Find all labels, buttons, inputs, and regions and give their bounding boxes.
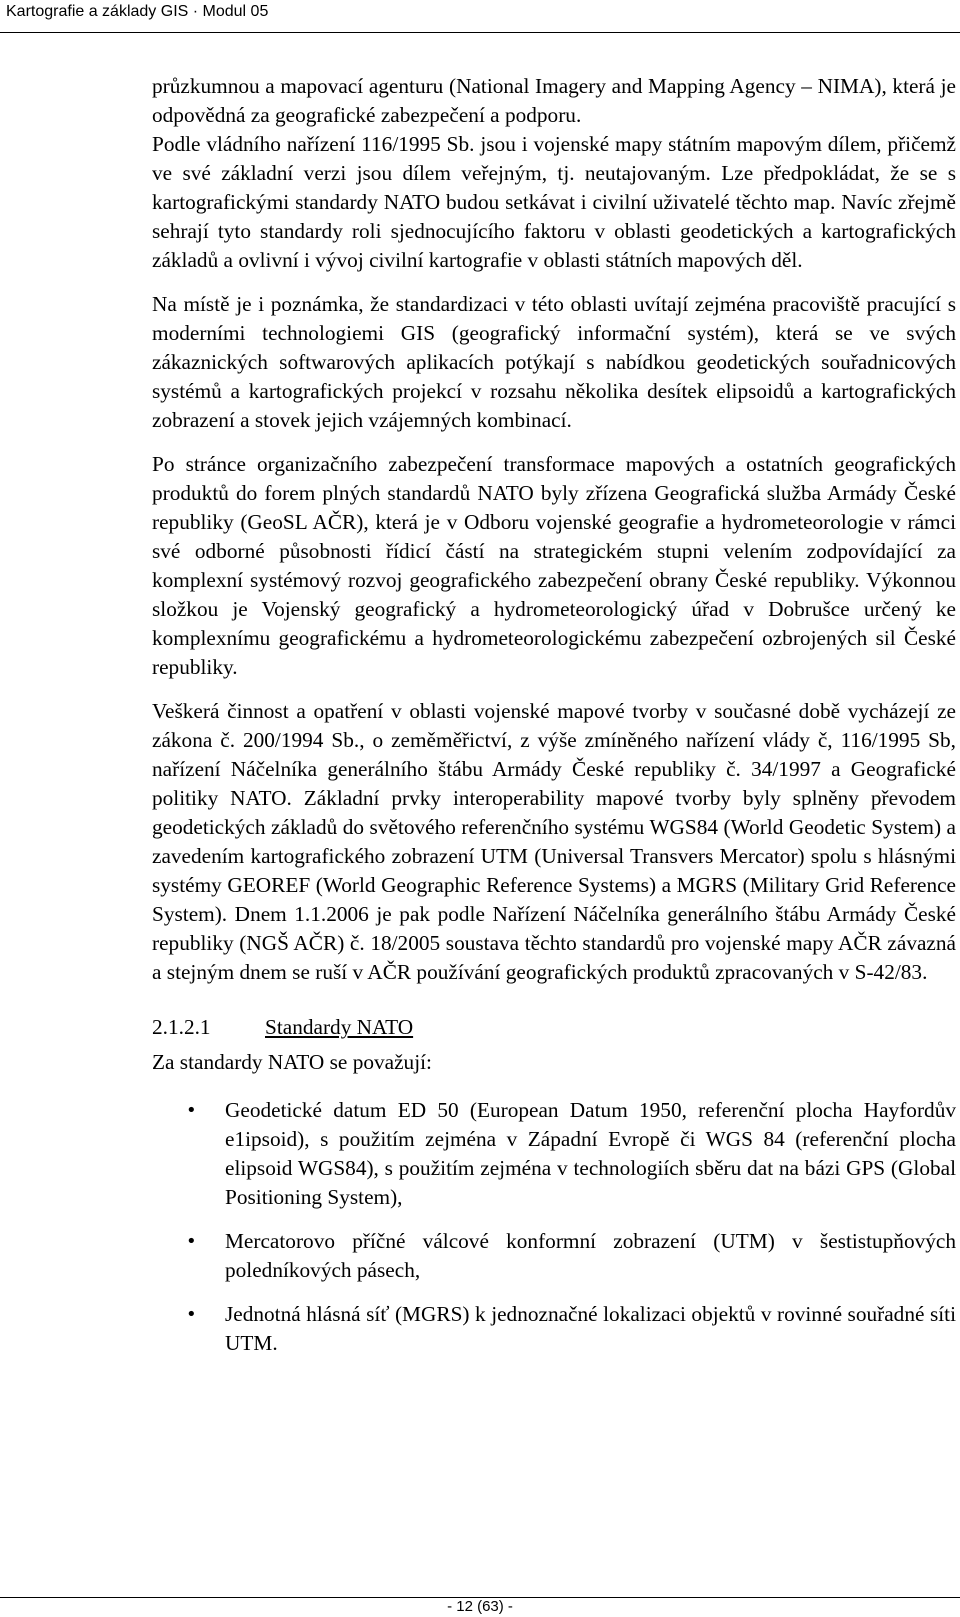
page-header bbox=[0, 0, 960, 33]
paragraph-4: Po stránce organizačního zabezpečení transformace mapových a ostatních geografických produktů do forem plných standardů NATO byly zřízena Geografická služba Armády České republiky (GeoSL AČR), která je v Odboru vojenské geografie a hydrometeorologie v rámci své odborné působnosti řídicí částí na strategickém stupni velením zodpovídající za komplexní systémový rozvoj geografického zabezpečení obrany České republiky. Výkonnou složkou je Vojenský geografický a hydrometeorologický úřad v Dobrušce určený ke komplexnímu geografickému a hydrometeorologickému zabezpečení ozbrojených sil České republiky. bbox=[152, 452, 956, 679]
section-title: Standardy NATO bbox=[265, 1015, 414, 1039]
page-number: - 12 (63) - bbox=[447, 1598, 513, 1615]
list-item bbox=[152, 1300, 956, 1358]
section-intro: Za standardy NATO se považují: bbox=[152, 1050, 432, 1074]
bullet-icon: • bbox=[186, 1304, 197, 1325]
bullet-icon: • bbox=[186, 1100, 197, 1121]
section-heading bbox=[152, 1013, 956, 1042]
list-item bbox=[152, 1096, 956, 1212]
list-item-text: Geodetické datum ED 50 (European Datum 1950, referenční plocha Hayfordův e1ipsoid), s použitím zejména v Západní Evropě či WGS 84 (referenční plocha elipsoid WGS84), s použitím zejména v technologiích sběru dat na bázi GPS (Global Positioning System), bbox=[225, 1098, 956, 1209]
paragraph-2: Podle vládního nařízení 116/1995 Sb. jsou i vojenské mapy státním mapovým dílem, přičemž ve své základní verzi jsou dílem veřejným, tj. neutajovaným. Lze předpokládat, že se s kartografickými standardy NATO budou setkávat i civilní uživatelé těchto map. Navíc zřejmě sehrají tyto standardy roli sjednocujícího faktoru v oblasti geodetických a kartografických základů a ovlivní i vývoj civilní kartografie v oblasti státních mapových děl. bbox=[152, 132, 956, 272]
bullet-list bbox=[152, 1096, 956, 1358]
bullet-icon: • bbox=[186, 1231, 197, 1252]
section-number: 2.1.2.1 bbox=[152, 1015, 211, 1039]
list-item bbox=[152, 1227, 956, 1285]
document-body bbox=[152, 72, 956, 1373]
paragraph-3: Na místě je i poznámka, že standardizaci v této oblasti uvítají zejména pracoviště pracující s moderními technologiemi GIS (geografický informační systém), která se ve svých zákaznických softwarových aplikacích potýkají s nabídkou geodetických souřadnicových systémů a kartografických projekcí v rozsahu několika desítek elipsoidů a kartografických zobrazení a stovek jejich vzájemných kombinací. bbox=[152, 292, 956, 432]
header-title: Kartografie a základy GIS · Modul 05 bbox=[6, 3, 269, 20]
paragraph-5: Veškerá činnost a opatření v oblasti vojenské mapové tvorby v současné době vycházejí ze zákona č. 200/1994 Sb., o zeměměřictví, z výše zmíněného nařízení vlády č, 116/1995 Sb, nařízení Náčelníka generálního štábu Armády České republiky č. 34/1997 a Geografické politiky NATO. Základní prvky interoperability mapové tvorby byly splněny převodem geodetických základů do světového referenčního systému WGS84 (World Geodetic System) a zavedením kartografického zobrazení UTM (Universal Transvers Mercator) spolu s hlásnými systémy GEOREF (World Geographic Reference Systems) a MGRS (Military Grid Reference System). Dnem 1.1.2006 je pak podle Nařízení Náčelníka generálního štábu Armády České republiky (NGŠ AČR) č. 18/2005 soustava těchto standardů pro vojenské mapy AČR závazná a stejným dnem se ruší v AČR používání geografických produktů zpracovaných v S-42/83. bbox=[152, 699, 956, 984]
list-item-text: Mercatorovo příčné válcové konformní zobrazení (UTM) v šestistupňových poledníkových pásech, bbox=[225, 1229, 956, 1282]
paragraph-1: průzkumnou a mapovací agenturu (National Imagery and Mapping Agency – NIMA), která je odpovědná za geografické zabezpečení a podporu. bbox=[152, 74, 956, 127]
page-footer bbox=[0, 1597, 960, 1616]
list-item-text: Jednotná hlásná síť (MGRS) k jednoznačné lokalizaci objektů v rovinné souřadné síti UTM. bbox=[225, 1302, 956, 1355]
